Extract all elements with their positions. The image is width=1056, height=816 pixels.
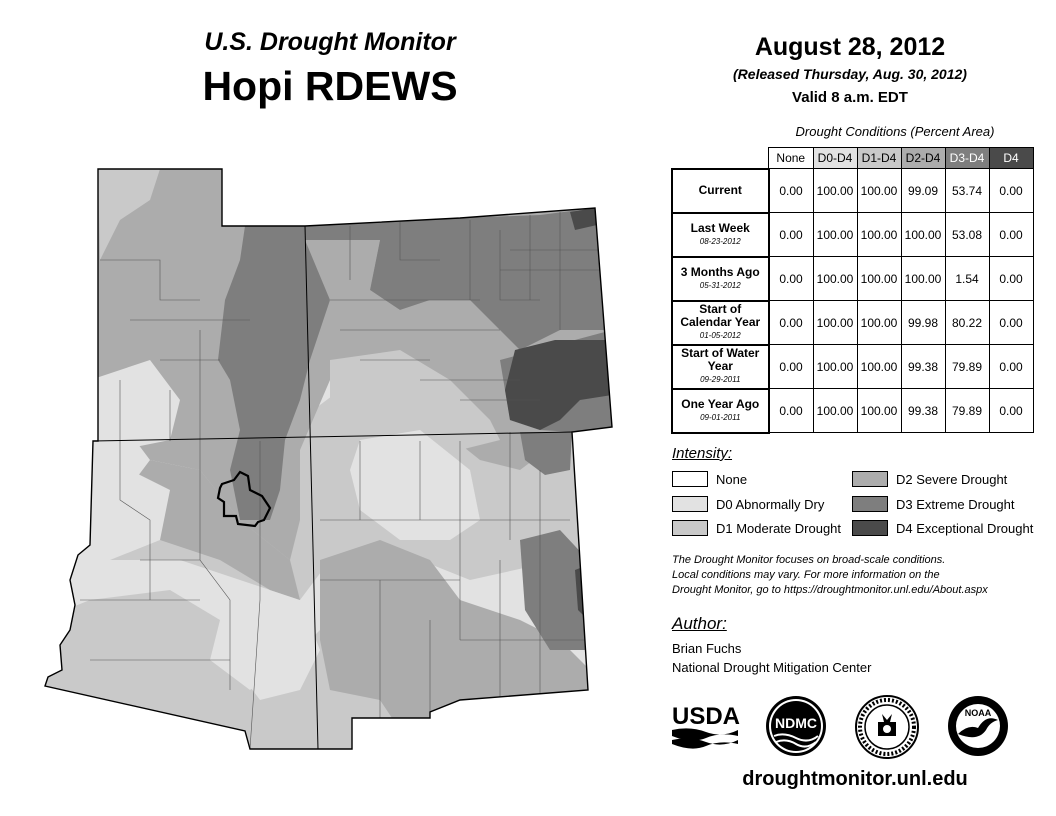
legend-swatch bbox=[672, 471, 708, 487]
author-name: Brian Fuchs bbox=[672, 641, 742, 656]
table-cell: 79.89 bbox=[945, 345, 989, 389]
table-header-row bbox=[672, 148, 1033, 169]
legend-label: D0 Abnormally Dry bbox=[716, 496, 825, 512]
legend-swatch bbox=[672, 520, 708, 536]
map-date: August 28, 2012 bbox=[754, 33, 946, 61]
author-organization: National Drought Mitigation Center bbox=[672, 660, 872, 675]
column-header: D2-D4 bbox=[901, 148, 945, 169]
note-line: The Drought Monitor focuses on broad-scale conditions. bbox=[672, 554, 946, 566]
table-row bbox=[672, 345, 1033, 389]
usda-logo-text: USDA bbox=[672, 703, 740, 730]
table-cell: 99.98 bbox=[901, 301, 945, 345]
legend-label: D3 Extreme Drought bbox=[896, 496, 1015, 512]
usda-logo bbox=[670, 700, 740, 750]
table-cell: 100.00 bbox=[901, 213, 945, 257]
table-cell: 0.00 bbox=[769, 301, 814, 345]
column-header: D4 bbox=[989, 148, 1033, 169]
drought-table bbox=[671, 147, 1034, 434]
legend-swatch bbox=[852, 496, 888, 512]
header-blank bbox=[672, 148, 769, 169]
legend-label: D4 Exceptional Drought bbox=[896, 520, 1034, 536]
legend-swatch bbox=[672, 496, 708, 512]
table-cell: 79.89 bbox=[945, 389, 989, 433]
legend-item-d1 bbox=[672, 519, 841, 537]
row-label: Start of Calendar Year 01-05-2012 bbox=[672, 301, 769, 345]
table-cell: 0.00 bbox=[769, 257, 814, 301]
legend-label: None bbox=[716, 471, 748, 487]
table-cell: 100.00 bbox=[813, 213, 857, 257]
legend-item-d0 bbox=[672, 495, 824, 513]
table-cell: 100.00 bbox=[857, 301, 901, 345]
ndmc-logo-text: NDMC bbox=[775, 715, 817, 731]
table-cell: 100.00 bbox=[813, 301, 857, 345]
table-cell: 100.00 bbox=[857, 169, 901, 213]
table-cell: 0.00 bbox=[989, 169, 1033, 213]
column-header: None bbox=[769, 148, 814, 169]
legend-label: D1 Moderate Drought bbox=[716, 520, 842, 536]
note-line: Local conditions may vary. For more information on the bbox=[672, 569, 940, 581]
valid-time: Valid 8 a.m. EDT bbox=[792, 89, 908, 106]
table-cell: 0.00 bbox=[989, 213, 1033, 257]
commerce-seal-logo bbox=[854, 694, 920, 760]
table-cell: 0.00 bbox=[769, 169, 814, 213]
row-label: Start of Water Year 09-29-2011 bbox=[672, 345, 769, 389]
table-cell: 1.54 bbox=[945, 257, 989, 301]
legend-item-d3 bbox=[852, 495, 1015, 513]
drought-areas bbox=[40, 160, 630, 760]
legend-item-none bbox=[672, 470, 747, 488]
legend-swatch bbox=[852, 471, 888, 487]
table-cell: 99.38 bbox=[901, 389, 945, 433]
column-header: D0-D4 bbox=[813, 148, 857, 169]
legend-label: D2 Severe Drought bbox=[896, 471, 1008, 487]
table-cell: 99.38 bbox=[901, 345, 945, 389]
table-row bbox=[672, 301, 1033, 345]
release-date: (Released Thursday, Aug. 30, 2012) bbox=[733, 66, 967, 82]
author-heading: Author: bbox=[672, 614, 727, 633]
table-cell: 0.00 bbox=[769, 345, 814, 389]
row-label: One Year Ago 09-01-2011 bbox=[672, 389, 769, 433]
table-cell: 100.00 bbox=[813, 389, 857, 433]
table-cell: 0.00 bbox=[989, 389, 1033, 433]
table-cell: 100.00 bbox=[857, 213, 901, 257]
product-title: U.S. Drought Monitor bbox=[204, 28, 456, 56]
table-cell: 100.00 bbox=[813, 169, 857, 213]
region-title: Hopi RDEWS bbox=[202, 63, 458, 109]
table-row bbox=[672, 389, 1033, 433]
legend-item-d2 bbox=[852, 470, 1007, 488]
legend-item-d4 bbox=[852, 519, 1033, 537]
table-caption: Drought Conditions (Percent Area) bbox=[795, 124, 995, 139]
table-cell: 53.74 bbox=[945, 169, 989, 213]
table-row bbox=[672, 213, 1033, 257]
ndmc-logo bbox=[764, 694, 828, 758]
legend-title: Intensity: bbox=[672, 445, 733, 462]
noaa-logo bbox=[946, 694, 1010, 758]
row-label: 3 Months Ago 05-31-2012 bbox=[672, 257, 769, 301]
column-header: D3-D4 bbox=[945, 148, 989, 169]
disclaimer-note bbox=[672, 553, 1042, 598]
column-header: D1-D4 bbox=[857, 148, 901, 169]
drought-map bbox=[0, 150, 660, 760]
table-row bbox=[672, 169, 1033, 213]
table-cell: 53.08 bbox=[945, 213, 989, 257]
table-cell: 0.00 bbox=[989, 345, 1033, 389]
table-cell: 100.00 bbox=[813, 345, 857, 389]
table-row bbox=[672, 257, 1033, 301]
table-cell: 99.09 bbox=[901, 169, 945, 213]
note-line: Drought Monitor, go to https://droughtmonitor.unl.edu/About.aspx bbox=[672, 584, 988, 596]
table-cell: 0.00 bbox=[989, 257, 1033, 301]
footer-url[interactable]: droughtmonitor.unl.edu bbox=[742, 768, 968, 790]
row-label: Current bbox=[672, 169, 769, 213]
table-cell: 0.00 bbox=[769, 213, 814, 257]
legend-swatch bbox=[852, 520, 888, 536]
row-label: Last Week 08-23-2012 bbox=[672, 213, 769, 257]
table-cell: 0.00 bbox=[769, 389, 814, 433]
table-cell: 100.00 bbox=[901, 257, 945, 301]
table-cell: 100.00 bbox=[813, 257, 857, 301]
table-cell: 100.00 bbox=[857, 345, 901, 389]
noaa-logo-text: NOAA bbox=[964, 708, 992, 718]
table-cell: 0.00 bbox=[989, 301, 1033, 345]
table-cell: 100.00 bbox=[857, 389, 901, 433]
table-cell: 80.22 bbox=[945, 301, 989, 345]
table-cell: 100.00 bbox=[857, 257, 901, 301]
